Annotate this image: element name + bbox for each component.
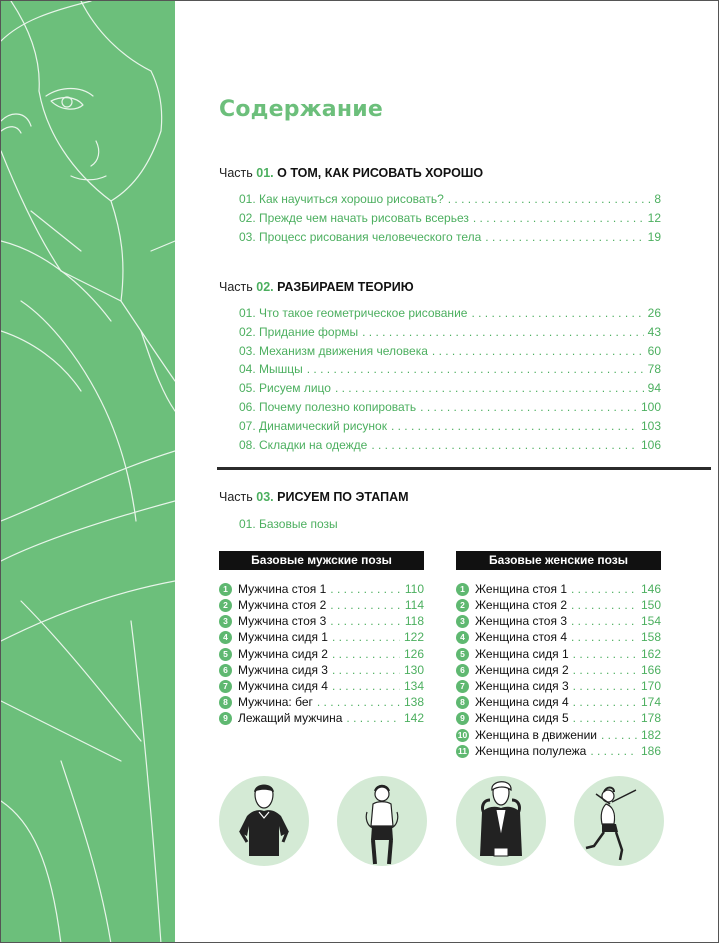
part-word: Часть: [219, 280, 253, 294]
pose-item[interactable]: 2 Мужчина стоя 2 . . . 114: [219, 597, 424, 613]
side-illustration-panel: [1, 1, 175, 943]
pose-item[interactable]: 4 Мужчина сидя 1 . . . 122: [219, 629, 424, 645]
part-title: РАЗБИРАЕМ ТЕОРИЮ: [277, 280, 414, 294]
pose-item[interactable]: 5 Мужчина сидя 2 . . . 126: [219, 646, 424, 662]
page-title: Содержание: [219, 97, 383, 122]
part-number: 03.: [256, 490, 274, 504]
toc-item[interactable]: 01. Что такое геометрическое рисование . . . 26: [239, 306, 661, 322]
part-01-heading: [219, 166, 483, 180]
pose-item[interactable]: 10 Женщина в движении . . . 182: [456, 727, 661, 743]
pose-item[interactable]: 8 Мужчина: бег . . . 138: [219, 694, 424, 710]
part-word: Часть: [219, 490, 253, 504]
pose-item[interactable]: 1 Женщина стоя 1 . . . 146: [456, 581, 661, 597]
toc-item[interactable]: 03. Механизм движения человека . . . 60: [239, 344, 661, 360]
section-divider: [217, 467, 711, 470]
pose-item[interactable]: 7 Мужчина сидя 4 . . . 134: [219, 678, 424, 694]
pose-item[interactable]: 6 Мужчина сидя 3 . . . 130: [219, 662, 424, 678]
pose-item[interactable]: 9 Лежащий мужчина . . . 142: [219, 710, 424, 726]
pose-item[interactable]: 6 Женщина сидя 2 . . . 166: [456, 662, 661, 678]
toc-item[interactable]: 02. Придание формы . . . 43: [239, 325, 661, 341]
toc-item[interactable]: 06. Почему полезно копировать . . . 100: [239, 400, 661, 416]
part-number: 01.: [256, 166, 274, 180]
pose-item[interactable]: 3 Мужчина стоя 3 . . . 118: [219, 613, 424, 629]
part-number: 02.: [256, 280, 274, 294]
toc-item[interactable]: 01. Базовые позы: [239, 517, 338, 531]
female-poses-heading: Базовые женские позы: [456, 551, 661, 570]
pose-item[interactable]: 5 Женщина сидя 1 . . . 162: [456, 646, 661, 662]
pose-item[interactable]: 11 Женщина полулежа . . . 186: [456, 743, 661, 759]
pose-item[interactable]: 7 Женщина сидя 3 . . . 170: [456, 678, 661, 694]
pose-item[interactable]: 4 Женщина стоя 4 . . . 158: [456, 629, 661, 645]
pose-item[interactable]: 3 Женщина стоя 3 . . . 154: [456, 613, 661, 629]
woman-standing-icon: [337, 776, 427, 866]
toc-item[interactable]: 01. Как научиться хорошо рисовать? . . . 8: [239, 192, 661, 208]
part-word: Часть: [219, 166, 253, 180]
toc-item[interactable]: 03. Процесс рисования человеческого тела . . . 19: [239, 230, 661, 246]
pose-item[interactable]: 1 Мужчина стоя 1 . . . 110: [219, 581, 424, 597]
part-03-heading: [219, 490, 409, 504]
pose-item[interactable]: 9 Женщина сидя 5 . . . 178: [456, 710, 661, 726]
toc-item[interactable]: 02. Прежде чем начать рисовать всерьез . . . 12: [239, 211, 661, 227]
male-poses-heading: Базовые мужские позы: [219, 551, 424, 570]
man-standing-icon: [219, 776, 309, 866]
part-title: О ТОМ, КАК РИСОВАТЬ ХОРОШО: [277, 166, 484, 180]
toc-item[interactable]: 05. Рисуем лицо . . . 94: [239, 381, 661, 397]
part-02-heading: [219, 280, 414, 294]
toc-item[interactable]: 04. Мышцы . . . 78: [239, 362, 661, 378]
character-line-art-icon: [1, 1, 175, 943]
pose-item[interactable]: 2 Женщина стоя 2 . . . 150: [456, 597, 661, 613]
man-jacket-icon: [456, 776, 546, 866]
pose-item[interactable]: 8 Женщина сидя 4 . . . 174: [456, 694, 661, 710]
toc-item[interactable]: 08. Складки на одежде . . . 106: [239, 438, 661, 454]
part-title: РИСУЕМ ПО ЭТАПАМ: [277, 490, 409, 504]
woman-running-icon: [574, 776, 664, 866]
toc-item[interactable]: 07. Динамический рисунок . . . 103: [239, 419, 661, 435]
